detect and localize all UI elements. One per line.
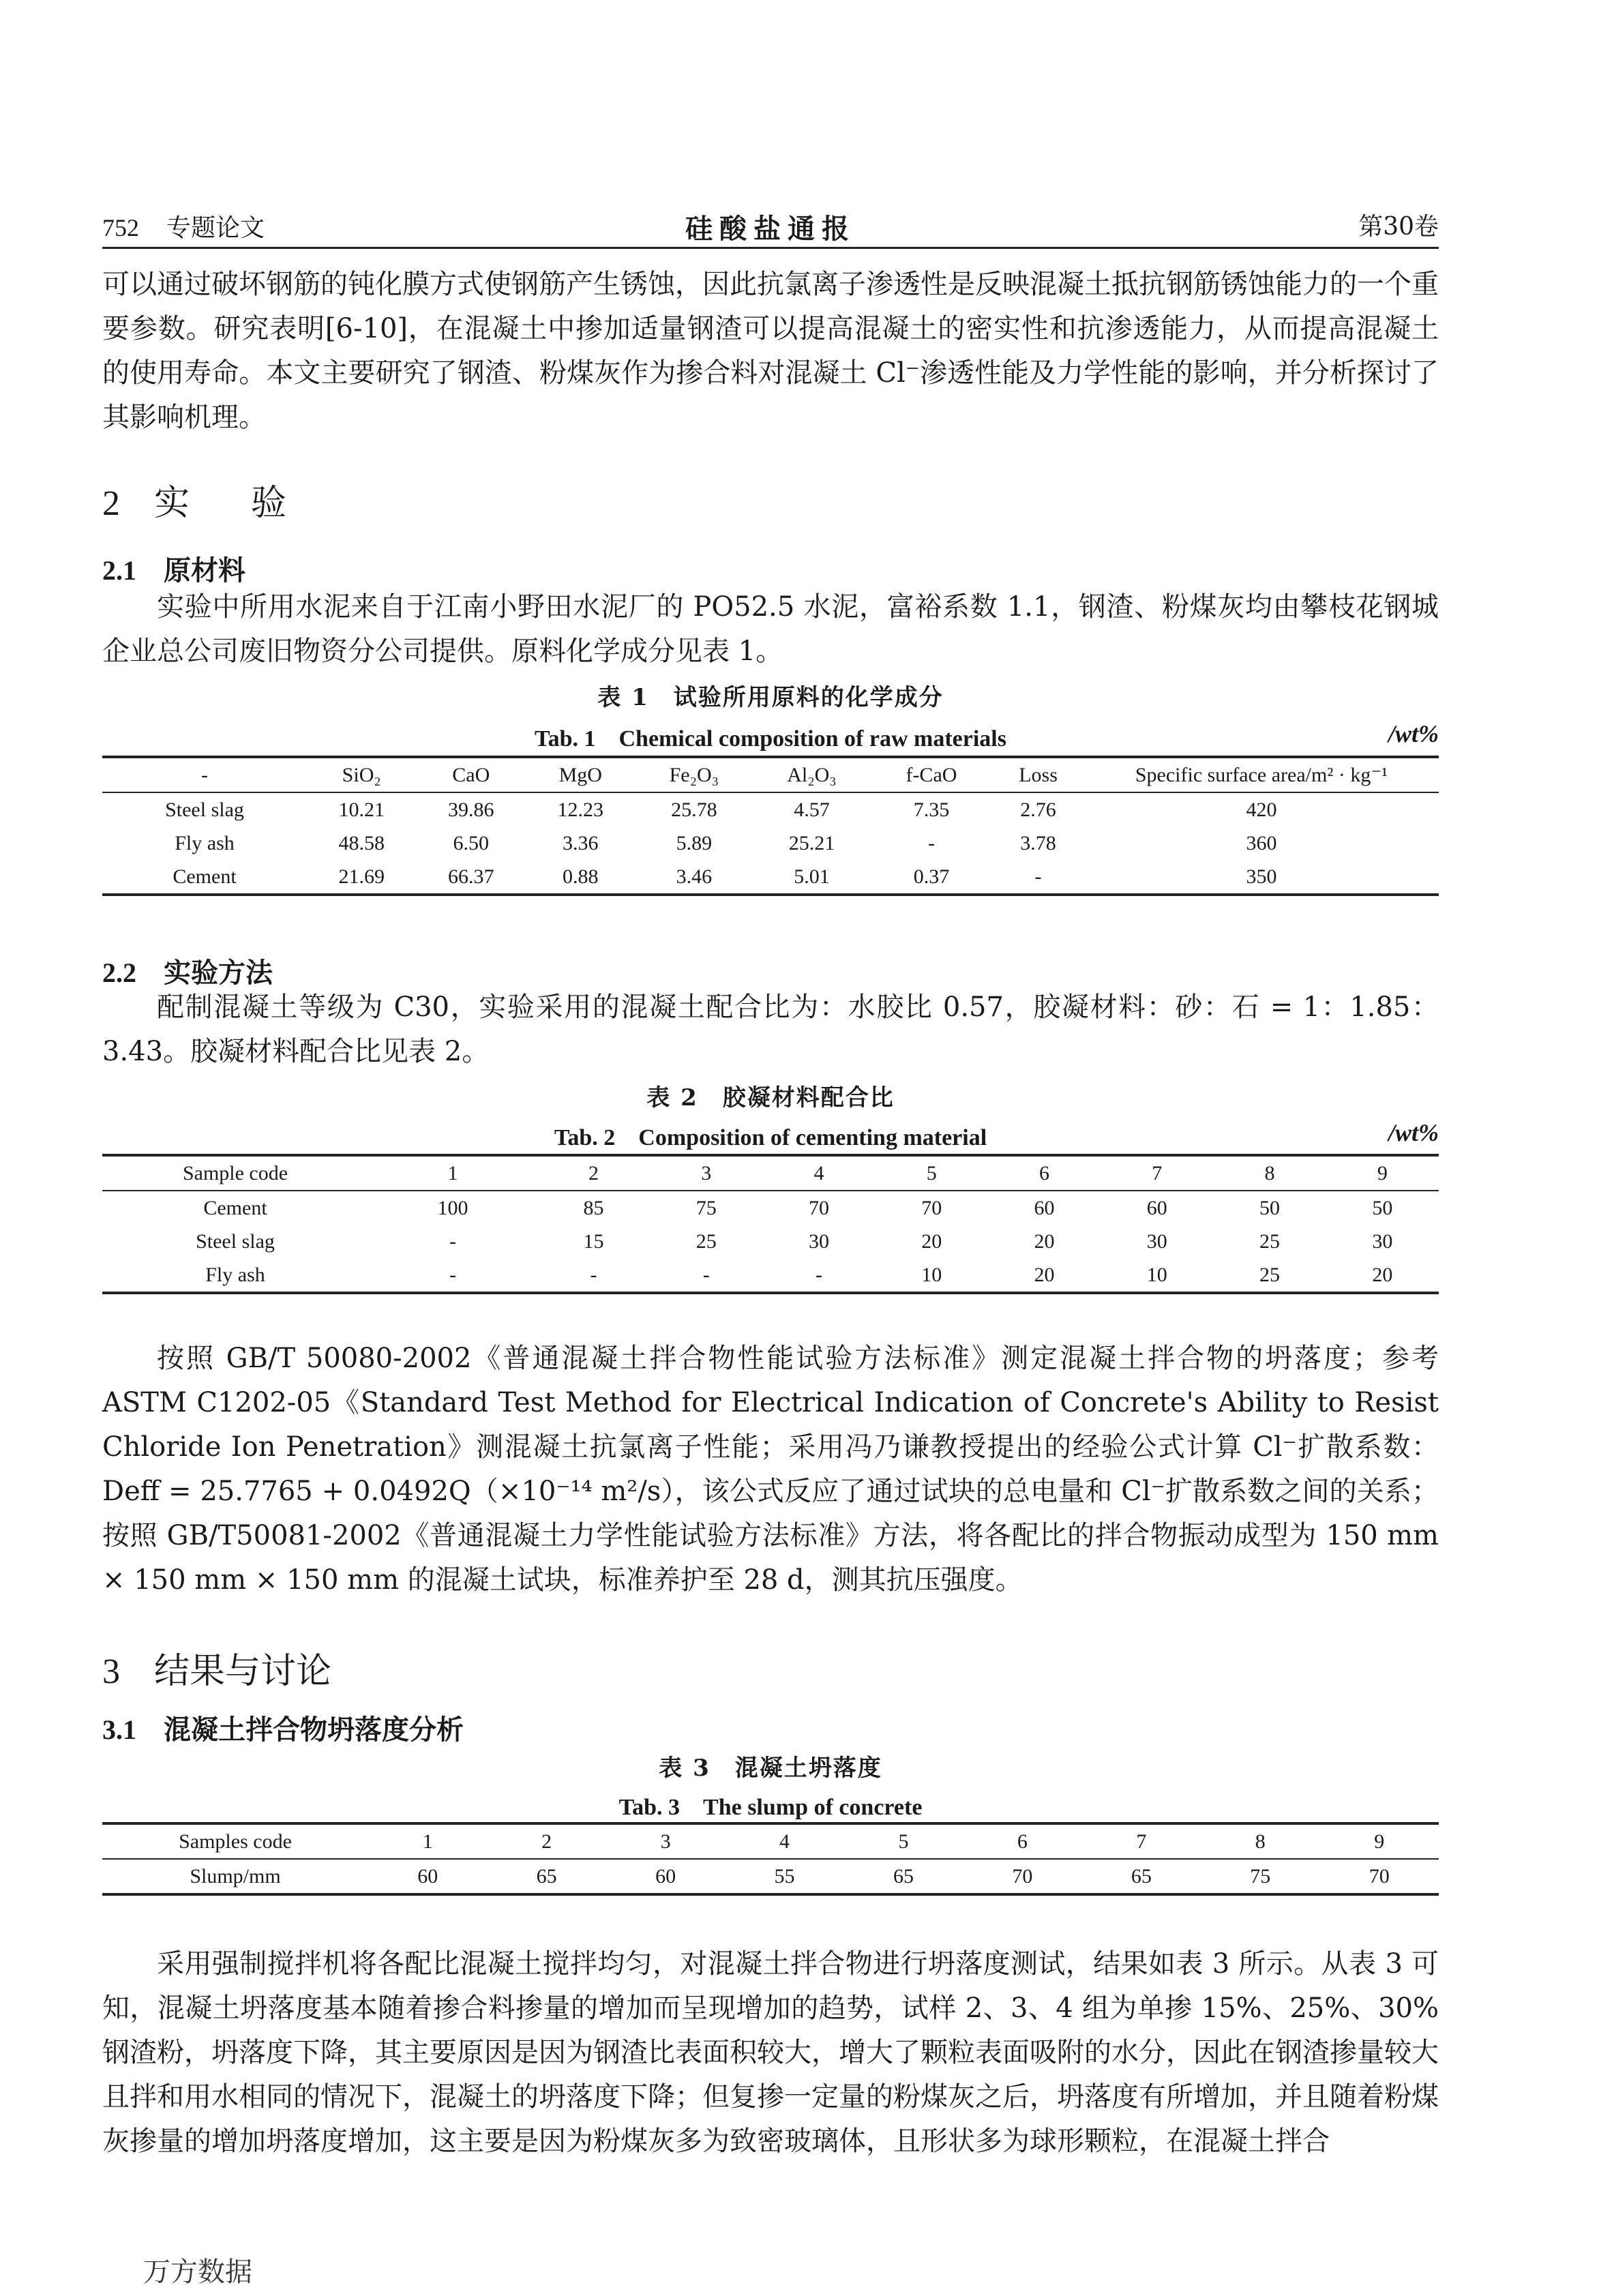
table-cell: 60 [368, 1859, 487, 1894]
column-header: 2 [537, 1155, 650, 1191]
subsection-number: 2.1 [102, 555, 136, 586]
section-heading-3 [102, 1642, 331, 1693]
table-row [102, 860, 1439, 895]
table-cell: 30 [1146, 1229, 1167, 1253]
table-cell: 30 [809, 1229, 830, 1253]
column-header: SiO₂ [307, 757, 417, 792]
section-number: 2 [102, 484, 120, 523]
row-label: Slump/mm [102, 1859, 368, 1894]
column-header: Fe₂O₃ [636, 757, 753, 792]
page-number: 752 [102, 214, 139, 241]
table-cell: 12.23 [557, 798, 604, 821]
subsection-heading-2-1 [102, 549, 245, 588]
watermark-text: 万方数据 [143, 2256, 252, 2288]
column-header: Loss [992, 757, 1084, 792]
row-label: Steel slag [165, 798, 244, 821]
table-cell: 50 [1259, 1196, 1281, 1219]
table-cell: - [650, 1258, 762, 1293]
table-cell: - [449, 1229, 456, 1253]
table2-unit: /wt% [1388, 1119, 1439, 1146]
table-cell: - [537, 1258, 650, 1293]
table-row [102, 826, 1439, 860]
column-header: 6 [988, 1155, 1101, 1191]
table-cell: 3.46 [636, 860, 753, 895]
table-cell: 70 [1320, 1859, 1439, 1894]
table-cell: 25 [1259, 1229, 1281, 1253]
table-cell: 5.89 [676, 831, 713, 854]
table-cell: 7.35 [913, 798, 950, 821]
table3-caption-en: Tab. 3 The slump of concrete [618, 1795, 923, 1820]
table-cell: 39.86 [448, 798, 494, 821]
column-header: MgO [526, 757, 636, 792]
column-header: 2 [487, 1823, 606, 1859]
journal-name: 硅酸盐通报 [685, 213, 856, 245]
table-cell: 75 [1201, 1859, 1319, 1894]
column-header: 1 [368, 1823, 487, 1859]
table-cell: 50 [1372, 1196, 1393, 1219]
table-cell: - [992, 860, 1084, 895]
table-cell: 15 [583, 1229, 604, 1253]
section-name: 专题论文 [166, 214, 265, 242]
section-title: 结果与讨论 [154, 1651, 332, 1692]
table-cell: 65 [844, 1859, 963, 1894]
column-header: 5 [876, 1155, 988, 1191]
method-intro-paragraph: 配制混凝土等级为 C30，实验采用的混凝土配合比为：水胶比 0.57，胶凝材料：砂：石 = 1：1.85：3.43。胶凝材料配合比见表 2。 [102, 992, 1439, 1067]
table1-header-row [102, 757, 1439, 792]
table-cell: 25.21 [788, 831, 835, 854]
column-header: 7 [1101, 1155, 1213, 1191]
table-cell: 25 [696, 1229, 717, 1253]
table2-header-row [102, 1155, 1439, 1191]
table1-caption-en [102, 719, 1439, 753]
materials-paragraph: 实验中所用水泥来自于江南小野田水泥厂的 PO52.5 水泥，富裕系数 1.1，钢渣、粉煤灰均由攀枝花钢城企业总公司废旧物资分公司提供。原料化学成分见表 1。 [102, 591, 1439, 667]
table-cell: 3.78 [1020, 831, 1056, 854]
column-header: 3 [650, 1155, 762, 1191]
table-row [102, 1225, 1439, 1258]
table-cell: 2.76 [1020, 798, 1056, 821]
section-title: 实验 [154, 483, 348, 524]
table-cell: 25 [1213, 1258, 1326, 1293]
table2 [102, 1154, 1439, 1294]
table1 [102, 756, 1439, 896]
table-row [102, 1258, 1439, 1293]
table-cell: 85 [583, 1196, 604, 1219]
table-cell: 20 [1326, 1258, 1439, 1293]
table-cell: 350 [1084, 860, 1439, 895]
column-header: Al₂O₃ [753, 757, 871, 792]
row-label: Fly ash [102, 1258, 368, 1293]
table-cell: 25.78 [671, 798, 717, 821]
table-cell: 3.36 [563, 831, 599, 854]
table-cell: 66.37 [417, 860, 526, 895]
table-cell: 20 [1034, 1229, 1055, 1253]
row-label: Fly ash [175, 831, 235, 854]
table-cell: 420 [1246, 798, 1277, 821]
column-header: 4 [762, 1155, 875, 1191]
row-label: Steel slag [196, 1229, 275, 1253]
subsection-heading-2-2 [102, 951, 273, 990]
table-cell: 0.37 [871, 860, 992, 895]
column-header: 7 [1082, 1823, 1201, 1859]
table-cell: 60 [606, 1859, 725, 1894]
subsection-number: 3.1 [102, 1714, 136, 1745]
table1-caption-cn: 表 1 试验所用原料的化学成分 [597, 684, 944, 711]
table-cell: 5.01 [753, 860, 871, 895]
column-header: Sample code [102, 1155, 368, 1191]
column-header: 4 [725, 1823, 843, 1859]
table1-unit: /wt% [1388, 720, 1439, 747]
table2-caption-en [102, 1118, 1439, 1152]
table-cell: 48.58 [338, 831, 385, 854]
table-cell: 21.69 [307, 860, 417, 895]
method-paragraph: 按照 GB/T 50080-2002《普通混凝土拌合物性能试验方法标准》测定混凝土拌合物的坍落度；参考 ASTM C1202-05《Standard Test Method for Electrical Indication of Concrete's Ability to Resist Chloride Ion Penetration》测混凝土抗氯离子性能；采用冯乃谦教授提出的经验公式计算 Cl⁻扩散系数：Deff = 25.7765 + 0.0492Q（×10⁻¹⁴ m²/s），该公式反应了通过试块的总电量和 Cl⁻扩散系数之间的关系；按照 GB/T50081-2002《普通混凝土力学性能试验方法标准》方法，将各配比的拌合物振动成型为 150 mm × 150 mm × 150 mm 的混凝土试块，标准养护至 28 d，测其抗压强度。 [102, 1343, 1439, 1596]
section-number: 3 [102, 1652, 120, 1691]
table-cell: 360 [1246, 831, 1277, 854]
table-cell: 70 [809, 1196, 830, 1219]
table-cell: 10 [876, 1258, 988, 1293]
table-cell: 60 [1034, 1196, 1055, 1219]
column-header: 9 [1326, 1155, 1439, 1191]
table-cell: - [368, 1258, 537, 1293]
volume-label: 第30卷 [1358, 213, 1439, 241]
table-cell: 70 [921, 1196, 942, 1219]
subsection-title: 混凝土拌合物坍落度分析 [164, 1714, 464, 1746]
table-row [102, 1191, 1439, 1225]
table-cell: 10 [1101, 1258, 1213, 1293]
table2-caption-en-text: Tab. 2 Composition of cementing material [554, 1125, 987, 1150]
column-header: Samples code [102, 1823, 368, 1859]
row-label: Cement [102, 860, 307, 895]
table-cell: 30 [1372, 1229, 1393, 1253]
table-cell: 65 [1082, 1859, 1201, 1894]
column-header: 9 [1320, 1823, 1439, 1859]
column-header: - [102, 757, 307, 792]
results-paragraph: 采用强制搅拌机将各配比混凝土搅拌均匀，对混凝土拌合物进行坍落度测试，结果如表 3 所示。从表 3 可知，混凝土坍落度基本随着掺合料掺量的增加而呈现增加的趋势，试样 2、3、4 组为单掺 15%、25%、30% 钢渣粉，坍落度下降，其主要原因是因为钢渣比表面积较大，增大了颗粒表面吸附的水分，因此在钢渣掺量较大且拌和用水相同的情况下，混凝土的坍落度下降；但复掺一定量的粉煤灰之后，坍落度有所增加，并且随着粉煤灰掺量的增加坍落度增加，这主要是因为粉煤灰多为致密玻璃体，且形状多为球形颗粒，在混凝土拌合 [102, 1948, 1439, 2157]
table-cell: 70 [963, 1859, 1081, 1894]
subsection-title: 原材料 [164, 554, 245, 586]
column-header: 8 [1201, 1823, 1319, 1859]
row-label: Cement [203, 1196, 267, 1219]
section-heading-2 [102, 474, 348, 525]
table-cell: 65 [487, 1859, 606, 1894]
table1-caption-en-text: Tab. 1 Chemical composition of raw materials [535, 726, 1006, 751]
table2-caption-cn: 表 2 胶凝材料配合比 [646, 1084, 895, 1112]
table-cell: 55 [725, 1859, 843, 1894]
column-header: CaO [417, 757, 526, 792]
table3 [102, 1822, 1439, 1896]
table-cell: 4.57 [794, 798, 830, 821]
column-header: f-CaO [871, 757, 992, 792]
running-header [102, 205, 1439, 249]
intro-paragraph: 可以通过破坏钢筋的钝化膜方式使钢筋产生锈蚀，因此抗氯离子渗透性是反映混凝土抵抗钢筋锈蚀能力的一个重要参数。研究表明[6-10]，在混凝土中掺加适量钢渣可以提高混凝土的密实性和抗渗透能力，从而提高混凝土的使用寿命。本文主要研究了钢渣、粉煤灰作为掺合料对混凝土 Cl⁻渗透性能及力学性能的影响，并分析探讨了其影响机理。 [102, 269, 1439, 433]
subsection-number: 2.2 [102, 957, 136, 988]
table-cell: 20 [921, 1229, 942, 1253]
column-header: 8 [1213, 1155, 1326, 1191]
table-cell: - [927, 831, 935, 854]
table3-header-row [102, 1823, 1439, 1859]
table-cell: 6.50 [453, 831, 490, 854]
table-cell: 0.88 [526, 860, 636, 895]
table-row [102, 1859, 1439, 1894]
subsection-heading-3-1 [102, 1708, 464, 1747]
column-header: 3 [606, 1823, 725, 1859]
table-cell: 10.21 [338, 798, 385, 821]
subsection-title: 实验方法 [164, 957, 273, 989]
table-cell: 20 [988, 1258, 1101, 1293]
table-cell: 60 [1146, 1196, 1167, 1219]
column-header: 6 [963, 1823, 1081, 1859]
column-header: Specific surface area/m² · kg⁻¹ [1084, 757, 1439, 792]
table-cell: 100 [437, 1196, 468, 1219]
column-header: 5 [844, 1823, 963, 1859]
table3-caption-cn: 表 3 混凝土坍落度 [659, 1755, 882, 1782]
table-cell: 75 [696, 1196, 717, 1219]
table-row [102, 792, 1439, 826]
column-header: 1 [368, 1155, 537, 1191]
table-cell: - [762, 1258, 875, 1293]
